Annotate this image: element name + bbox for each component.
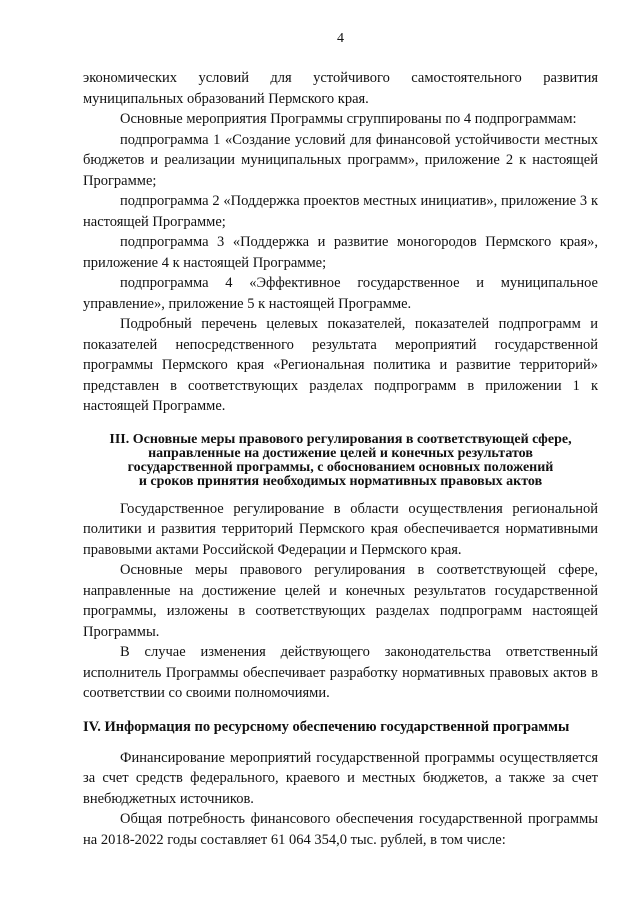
paragraph-subprogram-3: подпрограмма 3 «Поддержка и развитие моногородов Пермского края», приложение 4 к настоящей Программе;	[83, 234, 598, 271]
paragraph-total-need: Общая потребность финансового обеспечения государственной программы на 2018-2022 годы составляет 61 064 354,0 тыс. рублей, в том числе:	[83, 811, 598, 848]
paragraph-subprogram-4: подпрограмма 4 «Эффективное государственное и муниципальное управление», приложение 5 к настоящей Программе.	[83, 275, 598, 312]
paragraph-subprogram-1: подпрограмма 1 «Создание условий для финансовой устойчивости местных бюджетов и реализации муниципальных программ», приложение 2 к настоящей Программе;	[83, 131, 598, 189]
paragraph-state-regulation: Государственное регулирование в области осуществления региональной политики и развития территорий Пермского края обеспечивается нормативными правовыми актами Российской Федерации и Пермского края.	[83, 500, 598, 558]
section-3-heading-line: и сроков принятия необходимых нормативных правовых актов	[138, 473, 543, 489]
section-3-heading-line: государственной программы, с обоснованием основных положений	[127, 459, 554, 475]
paragraph-legal-measures: Основные меры правового регулирования в соответствующей сфере, направленные на достижение целей и конечных результатов государственной программы, изложены в соответствующих разделах подпрограмм настоящей Программы.	[83, 562, 598, 640]
section-3-heading-line: направленные на достижение целей и конечных результатов	[148, 445, 533, 461]
paragraph-continuation: экономических условий для устойчивого самостоятельного развития муниципальных образований Пермского края.	[83, 70, 598, 107]
paragraph-indicators: Подробный перечень целевых показателей, показателей подпрограмм и показателей непосредственного результата мероприятий государственной программы Пермского края «Региональная политика и развитие территорий» представлен в соответствующих разделах подпрограмм в приложении 1 к настоящей Программе.	[83, 316, 598, 414]
page-number: 4	[337, 31, 344, 46]
paragraph-subprogram-2: подпрограмма 2 «Поддержка проектов местных инициатив», приложение 3 к настоящей Программе;	[83, 193, 598, 230]
paragraph-subprograms-intro: Основные мероприятия Программы сгруппированы по 4 подпрограммам:	[120, 111, 577, 127]
section-3-heading	[83, 433, 598, 489]
paragraph-legislation-change: В случае изменения действующего законодательства ответственный исполнитель Программы обеспечивает разработку нормативных правовых актов в соответствии со своими полномочиями.	[83, 644, 598, 701]
section-4-heading: IV. Информация по ресурсному обеспечению государственной программы	[83, 718, 570, 735]
paragraph-financing: Финансирование мероприятий государственной программы осуществляется за счет средств федерального, краевого и местных бюджетов, а также за счет внебюджетных источников.	[83, 749, 598, 807]
section-3-heading-line: III. Основные меры правового регулирования в соответствующей сфере,	[109, 431, 572, 447]
